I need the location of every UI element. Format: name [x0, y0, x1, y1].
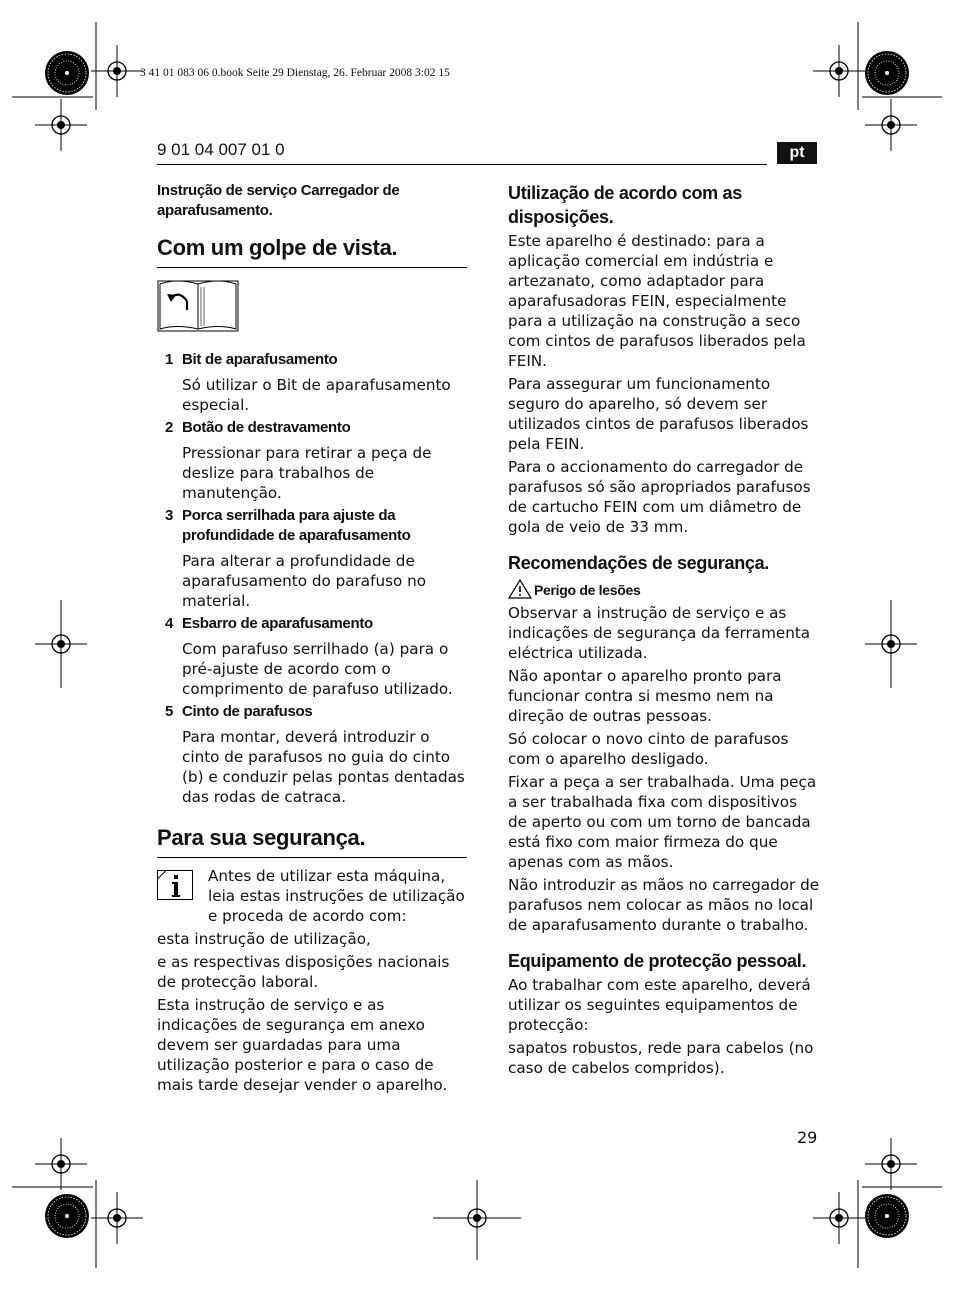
ppe-paragraph: Ao trabalhar com este aparelho, deverá utilizar os seguintes equipamentos de protecção: — [508, 976, 811, 1034]
item-title: Porca serrilhada para ajuste da profundidade de aparafusamento — [182, 507, 411, 544]
item-text: Para montar, deverá introduzir o cinto de parafusos no guia do cinto (b) e conduzir pelas pontas dentadas das rodas de catraca. — [182, 728, 465, 806]
recommendation-paragraph: Não introduzir as mãos no carregador de parafusos nem colocar as mãos no local de aparafusamento durante o trabalho. — [508, 876, 820, 934]
list-item — [157, 702, 467, 807]
recommendation-paragraph: Observar a instrução de serviço e as indicações de segurança da ferramenta eléctrica utilizada. — [508, 604, 811, 662]
list-item — [157, 614, 467, 699]
header-rule — [157, 164, 767, 165]
language-badge: pt — [777, 142, 817, 164]
registration-mark-icon — [35, 1138, 87, 1190]
registration-mark-icon — [91, 45, 143, 97]
item-number: 1 — [165, 351, 174, 368]
safety-paragraph: e as respectivas disposições nacionais de protecção laboral. — [157, 953, 450, 991]
safety-paragraph: esta instrução de utilização, — [157, 930, 371, 948]
item-title: Esbarro de aparafusamento — [182, 615, 373, 632]
recommendation-paragraph: Só colocar o novo cinto de parafusos com o aparelho desligado. — [508, 730, 789, 768]
list-item — [157, 350, 467, 415]
color-wheel-icon — [45, 1194, 89, 1238]
item-number: 5 — [165, 703, 174, 720]
registration-mark-icon — [35, 99, 87, 151]
left-column — [157, 181, 467, 1098]
usage-paragraph: Para assegurar um funcionamento seguro do aparelho, só devem ser utilizados cintos de parafusos liberados pela FEIN. — [508, 375, 809, 453]
recommendation-paragraph: Não apontar o aparelho pronto para funcionar contra si mesmo nem na direção de outras pessoas. — [508, 667, 782, 725]
list-item — [157, 418, 467, 503]
right-column — [508, 181, 820, 1081]
list-item — [157, 506, 467, 611]
manual-book-icon — [157, 276, 241, 334]
registration-mark-icon — [813, 45, 865, 97]
registration-mark-icon — [91, 1192, 143, 1244]
item-title: Bit de aparafusamento — [182, 351, 338, 368]
registration-mark-icon — [865, 1138, 917, 1190]
info-note — [157, 866, 467, 926]
item-number: 4 — [165, 615, 174, 632]
item-text: Só utilizar o Bit de aparafusamento especial. — [182, 376, 451, 414]
recommendation-paragraph: Fixar a peça a ser trabalhada. Uma peça a ser trabalhada fixa com dispositivos de aperto ou com um torno de bancada está fixo com maior firmeza do que apenas com as mãos. — [508, 773, 817, 871]
usage-paragraph: Para o accionamento do carregador de parafusos só são apropriados parafusos de cartucho FEIN com um diâmetro de gola de veio de 33 mm. — [508, 458, 811, 536]
registration-mark-icon — [813, 1192, 865, 1244]
color-wheel-icon — [865, 1194, 909, 1238]
ppe-heading: Equipamento de protecção pessoal. — [508, 951, 807, 971]
usage-heading: Utilização de acordo com as disposições. — [508, 183, 742, 227]
usage-paragraph: Este aparelho é destinado: para a aplicação comercial em indústria e artezanato, como adaptador para aparafusadoras FEIN, especialmente para a utilização na construção a seco com cintos de parafusos liberados pela FEIN. — [508, 232, 806, 370]
safety-recommendations-heading: Recomendações de segurança. — [508, 553, 770, 573]
item-number: 2 — [165, 419, 174, 436]
print-meta: 3 41 01 083 06 0.book Seite 29 Dienstag, 26. Februar 2008 3:02 15 — [140, 67, 450, 79]
registration-mark-icon — [865, 99, 917, 151]
warning-label: Perigo de lesões — [534, 582, 641, 598]
item-number: 3 — [165, 507, 174, 524]
warning-row — [508, 579, 820, 601]
item-text: Para alterar a profundidade de aparafusamento do parafuso no material. — [182, 552, 427, 610]
info-text: Antes de utilizar esta máquina, leia estas instruções de utilização e proceda de acordo com: — [208, 867, 465, 925]
item-text: Com parafuso serrilhado (a) para o pré-ajuste de acordo com o comprimento de parafuso utilizado. — [182, 640, 453, 698]
color-wheel-icon — [45, 51, 89, 95]
item-text: Pressionar para retirar a peça de deslize para trabalhos de manutenção. — [182, 444, 432, 502]
safety-heading: Para sua segurança. — [157, 825, 467, 858]
doc-title: Instrução de serviço Carregador de aparafusamento. — [157, 182, 400, 219]
warning-triangle-icon — [508, 579, 534, 601]
page-number: 29 — [797, 1128, 818, 1147]
info-icon — [157, 870, 199, 904]
item-title: Cinto de parafusos — [182, 703, 313, 720]
safety-paragraph: Esta instrução de serviço e as indicações de segurança em anexo devem ser guardadas para uma utilização posterior e para o caso de mais tarde desejar vender o aparelho. — [157, 996, 448, 1094]
overview-heading: Com um golpe de vista. — [157, 235, 467, 268]
item-title: Botão de destravamento — [182, 419, 351, 436]
ppe-paragraph: sapatos robustos, rede para cabelos (no caso de cabelos compridos). — [508, 1039, 814, 1077]
doc-number: 9 01 04 007 01 0 — [157, 140, 285, 159]
color-wheel-icon — [865, 51, 909, 95]
